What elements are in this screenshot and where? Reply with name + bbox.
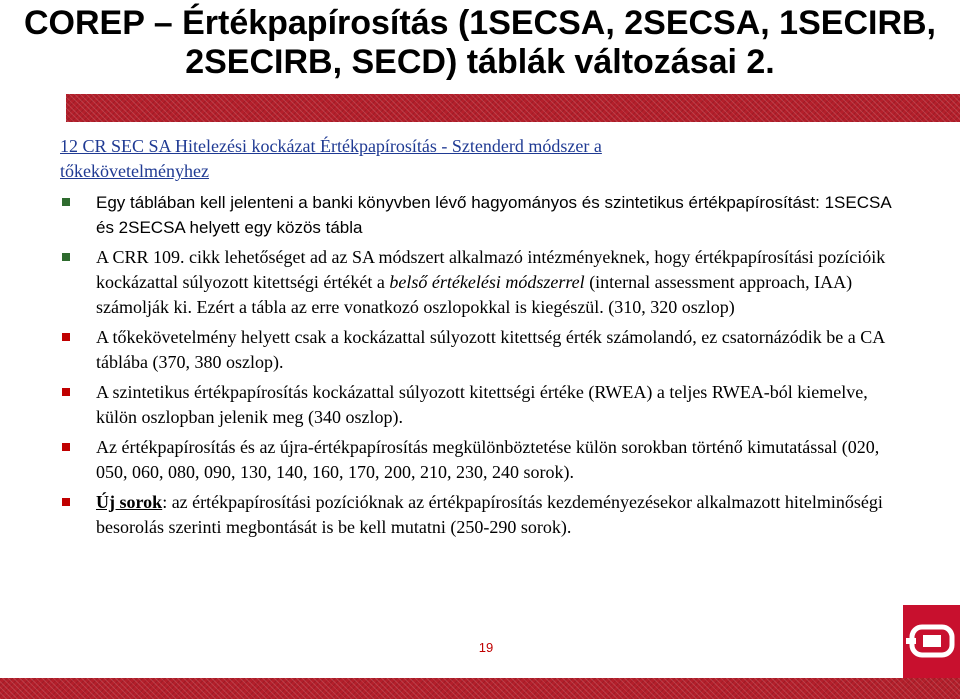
square-bullet-icon: [62, 388, 70, 396]
bullet-text: Egy táblában kell jelenteni a banki könyvben lévő hagyományos és szintetikus értékpapírosítást: 1SECSA és 2SECSA helyett egy közös tábla: [96, 193, 891, 237]
bottom-decorative-band: [0, 678, 960, 699]
page-number: 19: [478, 640, 494, 655]
bullet-text-italic: belső értékelési módszerrel: [389, 272, 585, 292]
title-line-1: COREP – Értékpapírosítás (1SECSA, 2SECSA, 1SECIRB,: [23, 4, 936, 42]
bullet-text: Az értékpapírosítás és az újra-értékpapírosítás megkülönböztetése külön sorokban történő kimutatással (020, 050, 060, 080, 090, 130, 140, 160, 170, 200, 210, 230, 240 sorok).: [96, 437, 880, 482]
slide-title: [0, 4, 960, 82]
bank-logo-icon: [903, 605, 960, 678]
bullet-list: [60, 190, 905, 540]
bullet-item: [60, 190, 905, 240]
bullet-text: : az értékpapírosítási pozícióknak az értékpapírosítás kezdeményezésekor alkalmazott hitelminőségi besorolás szerinti megbontását is be kell mutatni (250-290 sorok).: [96, 492, 883, 537]
slide-content: [60, 134, 905, 545]
top-decorative-band: [0, 94, 960, 122]
bullet-text: A szintetikus értékpapírosítás kockázattal súlyozott kitettségi értéke (RWEA) a teljes RWEA-ból kiemelve, külön oszlopban jelenik meg (340 oszlop).: [96, 382, 868, 427]
bullet-text: A CRR 109. cikk lehetőséget ad az SA módszert alkalmazó intézményeknek, hogy értékpapírosítási pozícióik kockázattal súlyozott kitettségi értékét a: [96, 247, 886, 292]
bullet-item: [60, 490, 905, 540]
heading-line-1: 12 CR SEC SA Hitelezési kockázat Értékpapírosítás - Sztenderd módszer a: [60, 136, 602, 156]
top-band-gap: [0, 94, 66, 122]
section-heading: [60, 134, 905, 184]
bullet-item: [60, 245, 905, 320]
bullet-item: [60, 380, 905, 430]
bullet-item: [60, 325, 905, 375]
square-bullet-icon: [62, 198, 70, 206]
bullet-item: [60, 435, 905, 485]
square-bullet-icon: [62, 253, 70, 261]
square-bullet-icon: [62, 498, 70, 506]
square-bullet-icon: [62, 333, 70, 341]
bullet-label: Új sorok: [96, 492, 163, 512]
title-line-2: 2SECIRB, SECD) táblák változásai 2.: [185, 43, 775, 81]
bullet-text: A tőkekövetelmény helyett csak a kockázattal súlyozott kitettség érték számolandó, ez csatornázódik be a CA táblába (370, 380 oszlop).: [96, 327, 885, 372]
heading-line-2: tőkekövetelményhez: [60, 161, 209, 181]
square-bullet-icon: [62, 443, 70, 451]
bullet-text: (internal assessment approach, IAA) számolják ki. Ezért a tábla az erre vonatkozó oszlopokkal is kiegészül. (310, 320 oszlop): [96, 272, 853, 317]
